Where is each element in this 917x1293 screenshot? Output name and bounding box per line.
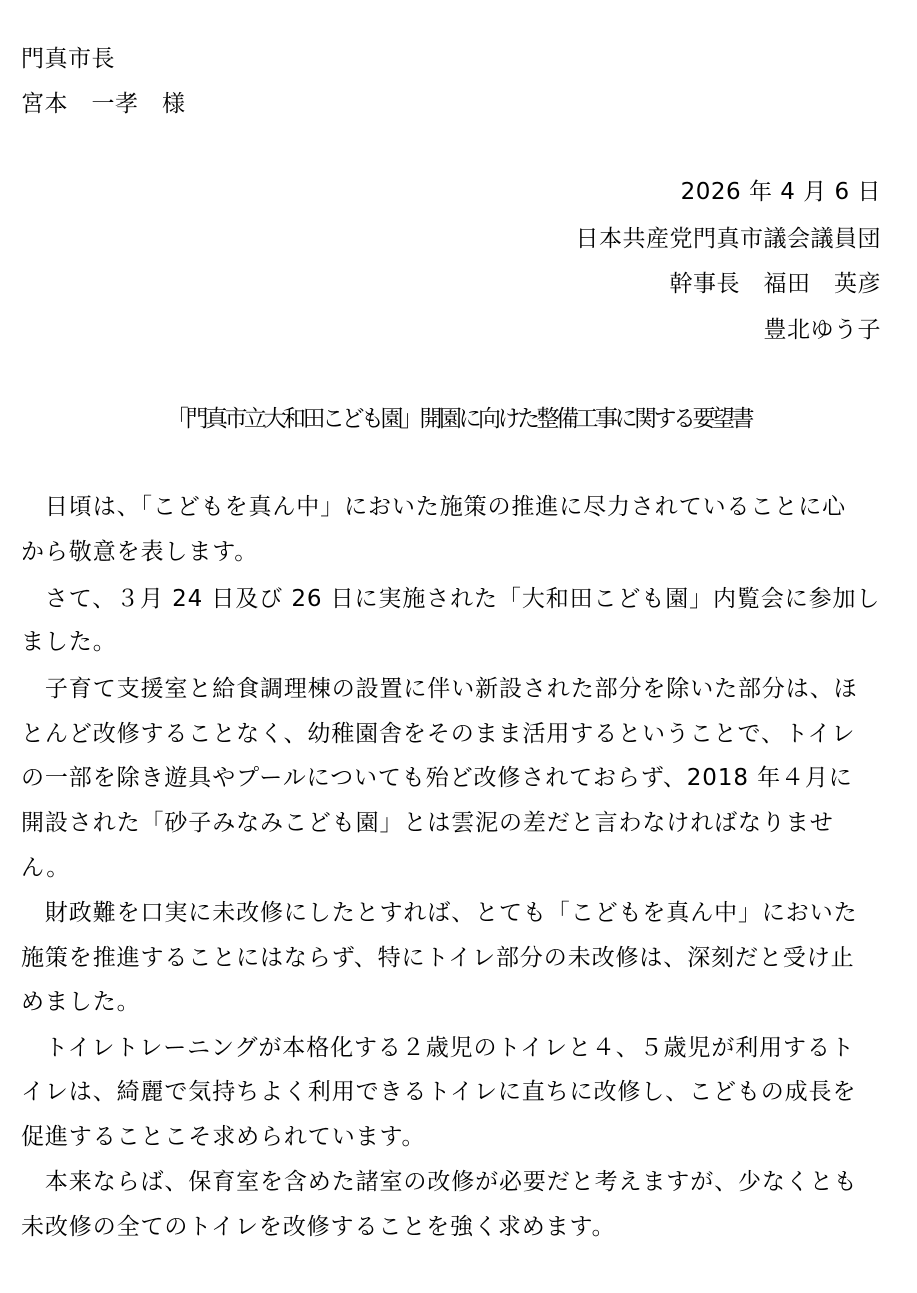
sender-organization: 日本共産党門真市議会議員団: [575, 226, 881, 252]
body-line: ました。: [21, 629, 117, 655]
addressee-title: 門真市長: [21, 46, 115, 72]
body-line: さて、３月 24 日及び 26 日に実施された「大和田こども園」内覧会に参加し: [21, 586, 881, 612]
body-line: 財政難を口実に未改修にしたとすれば、とても「こどもを真ん中」においた: [21, 900, 858, 926]
sender-member: 豊北ゆう子: [763, 317, 881, 343]
body-line: から敬意を表します。: [21, 539, 259, 565]
body-line: 促進することこそ求められています。: [21, 1124, 426, 1150]
body-line: とんど改修することなく、幼稚園舎をそのまま活用するということで、トイレ: [21, 721, 856, 747]
body-line: 日頃は、「こどもを真ん中」においた施策の推進に尽力されていることに心: [21, 494, 846, 520]
sender-position-name: 幹事長 福田 英彦: [669, 271, 881, 297]
letter-subject: 「門真市立大和田こども園」開園に向けた整備工事に関する要望書: [166, 406, 751, 432]
body-line: イレは、綺麗で気持ちよく利用できるトイレに直ちに改修し、こどもの成長を: [21, 1079, 857, 1105]
body-line: 施策を推進することにはならず、特にトイレ部分の未改修は、深刻だと受け止: [21, 945, 855, 971]
body-line: 子育て支援室と給食調理棟の設置に伴い新設された部分を除いた部分は、ほ: [21, 676, 858, 702]
body-line: トイレトレーニングが本格化する２歳児のトイレと４、５歳児が利用するト: [21, 1035, 855, 1061]
body-line: ん。: [21, 855, 71, 881]
body-line: 未改修の全てのトイレを改修することを強く求めます。: [21, 1214, 616, 1240]
addressee-name: 宮本 一孝 様: [21, 91, 186, 117]
body-line: 本来ならば、保育室を含めた諸室の改修が必要だと考えますが、少なくとも: [21, 1169, 858, 1195]
body-line: めました。: [21, 989, 141, 1015]
body-line: の一部を除き遊具やプールについても殆ど改修されておらず、2018 年４月に: [21, 765, 853, 791]
letter-date: 2026 年 4 月 6 日: [680, 179, 881, 205]
body-line: 開設された「砂子みなみこども園」とは雲泥の差だと言わなければなりませ: [21, 810, 834, 836]
